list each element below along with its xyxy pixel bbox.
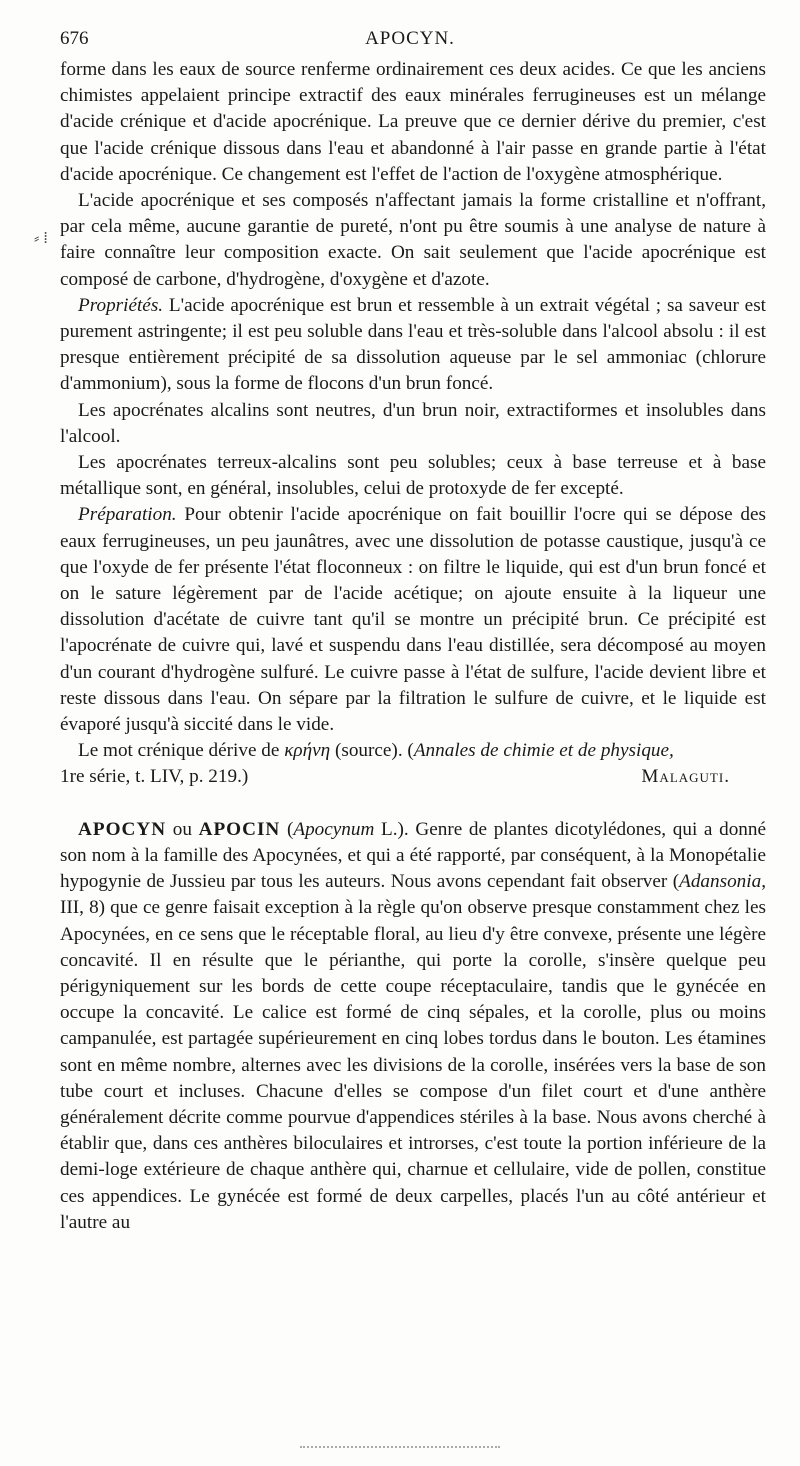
entry-headword: APOCYN	[78, 818, 167, 840]
paragraph-text: Les apocrénates terreux-alcalins sont peu solubles; ceux à base terreuse et à base métallique sont, en général, insolubles, celui de protoxyde de fer excepté.	[60, 452, 766, 500]
reference-title: Adansonia	[679, 871, 762, 893]
paragraph	[60, 188, 766, 293]
section-heading: Préparation.	[78, 504, 177, 526]
paragraph-closing	[60, 738, 766, 764]
entry-text: , III, 8) que ce genre faisait exception à la règle qu'on observe presque constamment chez les Apocynées, en ce sens que le réceptable floral, au lieu d'y être convexe, présente une légère concavité. Il en résulte que le périanthe, qui porte la corolle, s'insère quelque peu périgyniquement sur les bords de cette coupe réceptaculaire, tandis que le gynécée en occupe la concavité. Le calice est formé de cinq sépales, et la corolle, plus ou moins campanulée, est partagée supérieurement en cinq lobes tordus dans le bouton. Les étamines sont en même nombre, alternes avec les divisions de la corolle, insérées vers la base de son tube court et incluses. Chacune d'elles se compose d'un filet court et d'une anthère généralement décrite comme pourvue d'appendices stériles à la base. Nous avons cherché à établir que, dans ces anthères biloculaires et introrses, c'est toute la portion inférieure de la demi-loge extérieure de chaque anthère qui, charnue et cellulaire, vide de pollen, constitue ces appendices. Le gynécée est formé de deux carpelles, placés l'un au côté antérieur et l'autre au	[60, 871, 766, 1233]
section-heading: Propriétés.	[78, 294, 164, 316]
margin-mark: ⸗ ⁞	[34, 230, 48, 247]
entry-text: (	[280, 818, 294, 840]
paragraph-preparation	[60, 502, 766, 738]
paragraph	[60, 398, 766, 450]
entry-text: ou	[166, 818, 199, 840]
paragraph-text: Les apocrénates alcalins sont neutres, d'un brun noir, extractiformes et insolubles dans l'alcool.	[60, 399, 766, 447]
body-text	[60, 57, 766, 1236]
paragraph-text: L'acide apocrénique et ses composés n'affectant jamais la forme cristalline et n'offrant, par cela même, aucune garantie de pureté, n'ont pu être soumis à une analyse de nature à faire connaître leur composition exacte. On sait seulement que l'acide apocrénique est composé de carbone, d'hydrogène, d'oxygène et d'azote.	[60, 190, 766, 290]
footer-divider	[300, 1446, 500, 1450]
citation-text: 1re série, t. LIV, p. 219.)	[60, 766, 249, 788]
entry-headword-alt: APOCIN	[198, 818, 281, 840]
genus-name: Apocynum	[293, 818, 375, 840]
paragraph-text: forme dans les eaux de source renferme ordinairement ces deux acides. Ce que les anciens chimistes appelaient principe extractif des eaux minérales ferrugineuses est un mélange d'acide crénique et d'acide apocrénique. La preuve que ce dernier dérive du premier, c'est que l'acide crénique dissous dans l'eau et abandonné à l'air passe en grande partie à l'état d'acide apocrénique. Ce changement est l'effet de l'action de l'oxygène atmosphérique.	[60, 59, 766, 185]
closing-text: (source). (	[330, 740, 414, 762]
author-signature: Malaguti.	[641, 766, 730, 788]
closing-text: Le mot crénique dérive de	[78, 740, 285, 762]
paragraph-text: L'acide apocrénique est brun et ressemble à un extrait végétal ; sa saveur est purement astringente; il est peu soluble dans l'eau et très-soluble dans l'alcool absolu : il est presque entièrement précipité de sa dissolution aqueuse par le sel ammoniac (chlorure d'ammonium), sous la forme de flocons d'un brun foncé.	[60, 294, 766, 395]
entry-apocyn	[60, 817, 766, 1236]
journal-title: Annales de chimie et de physique,	[413, 740, 674, 762]
page-number: 676	[60, 28, 89, 49]
paragraph	[60, 57, 766, 188]
running-head: APOCYN.	[365, 28, 455, 49]
page-header	[60, 28, 760, 54]
paragraph	[60, 450, 766, 502]
section-gap	[60, 791, 766, 817]
greek-word: κρήνη	[284, 740, 331, 762]
paragraph-proprietes	[60, 293, 766, 398]
paragraph-citation	[60, 764, 766, 790]
paragraph-text: Pour obtenir l'acide apocrénique on fait bouillir l'ocre qui se dépose des eaux ferrugineuses, un peu jaunâtres, avec une dissolution de potasse caustique, jusqu'à ce que l'oxyde de fer présente l'état floconneux : on filtre le liquide, qui est d'un brun foncé et on le sature légèrement par de l'acide acétique; on ajoute ensuite à la liqueur une dissolution d'acétate de cuivre tant qu'il se montre un précipité brun. Ce précipité est l'apocrénate de cuivre qui, lavé et suspendu dans l'eau distillée, sera décomposé au moyen d'un courant d'hydrogène sulfuré. Le cuivre passe à l'état de sulfure, l'acide devient libre et reste dissous dans l'eau. On sépare par la filtration le sulfure de cuivre, et le liquide est évaporé jusqu'à siccité dans le vide.	[60, 504, 766, 736]
entry-text: L.). Genre de plantes dicotylédones, qui a donné son nom à la famille des Apocynées, et qui a été rapporté, par conséquent, à la Monopétalie hypogynie de Jussieu par tous les auteurs. Nous avons cependant fait observer (	[60, 818, 767, 893]
